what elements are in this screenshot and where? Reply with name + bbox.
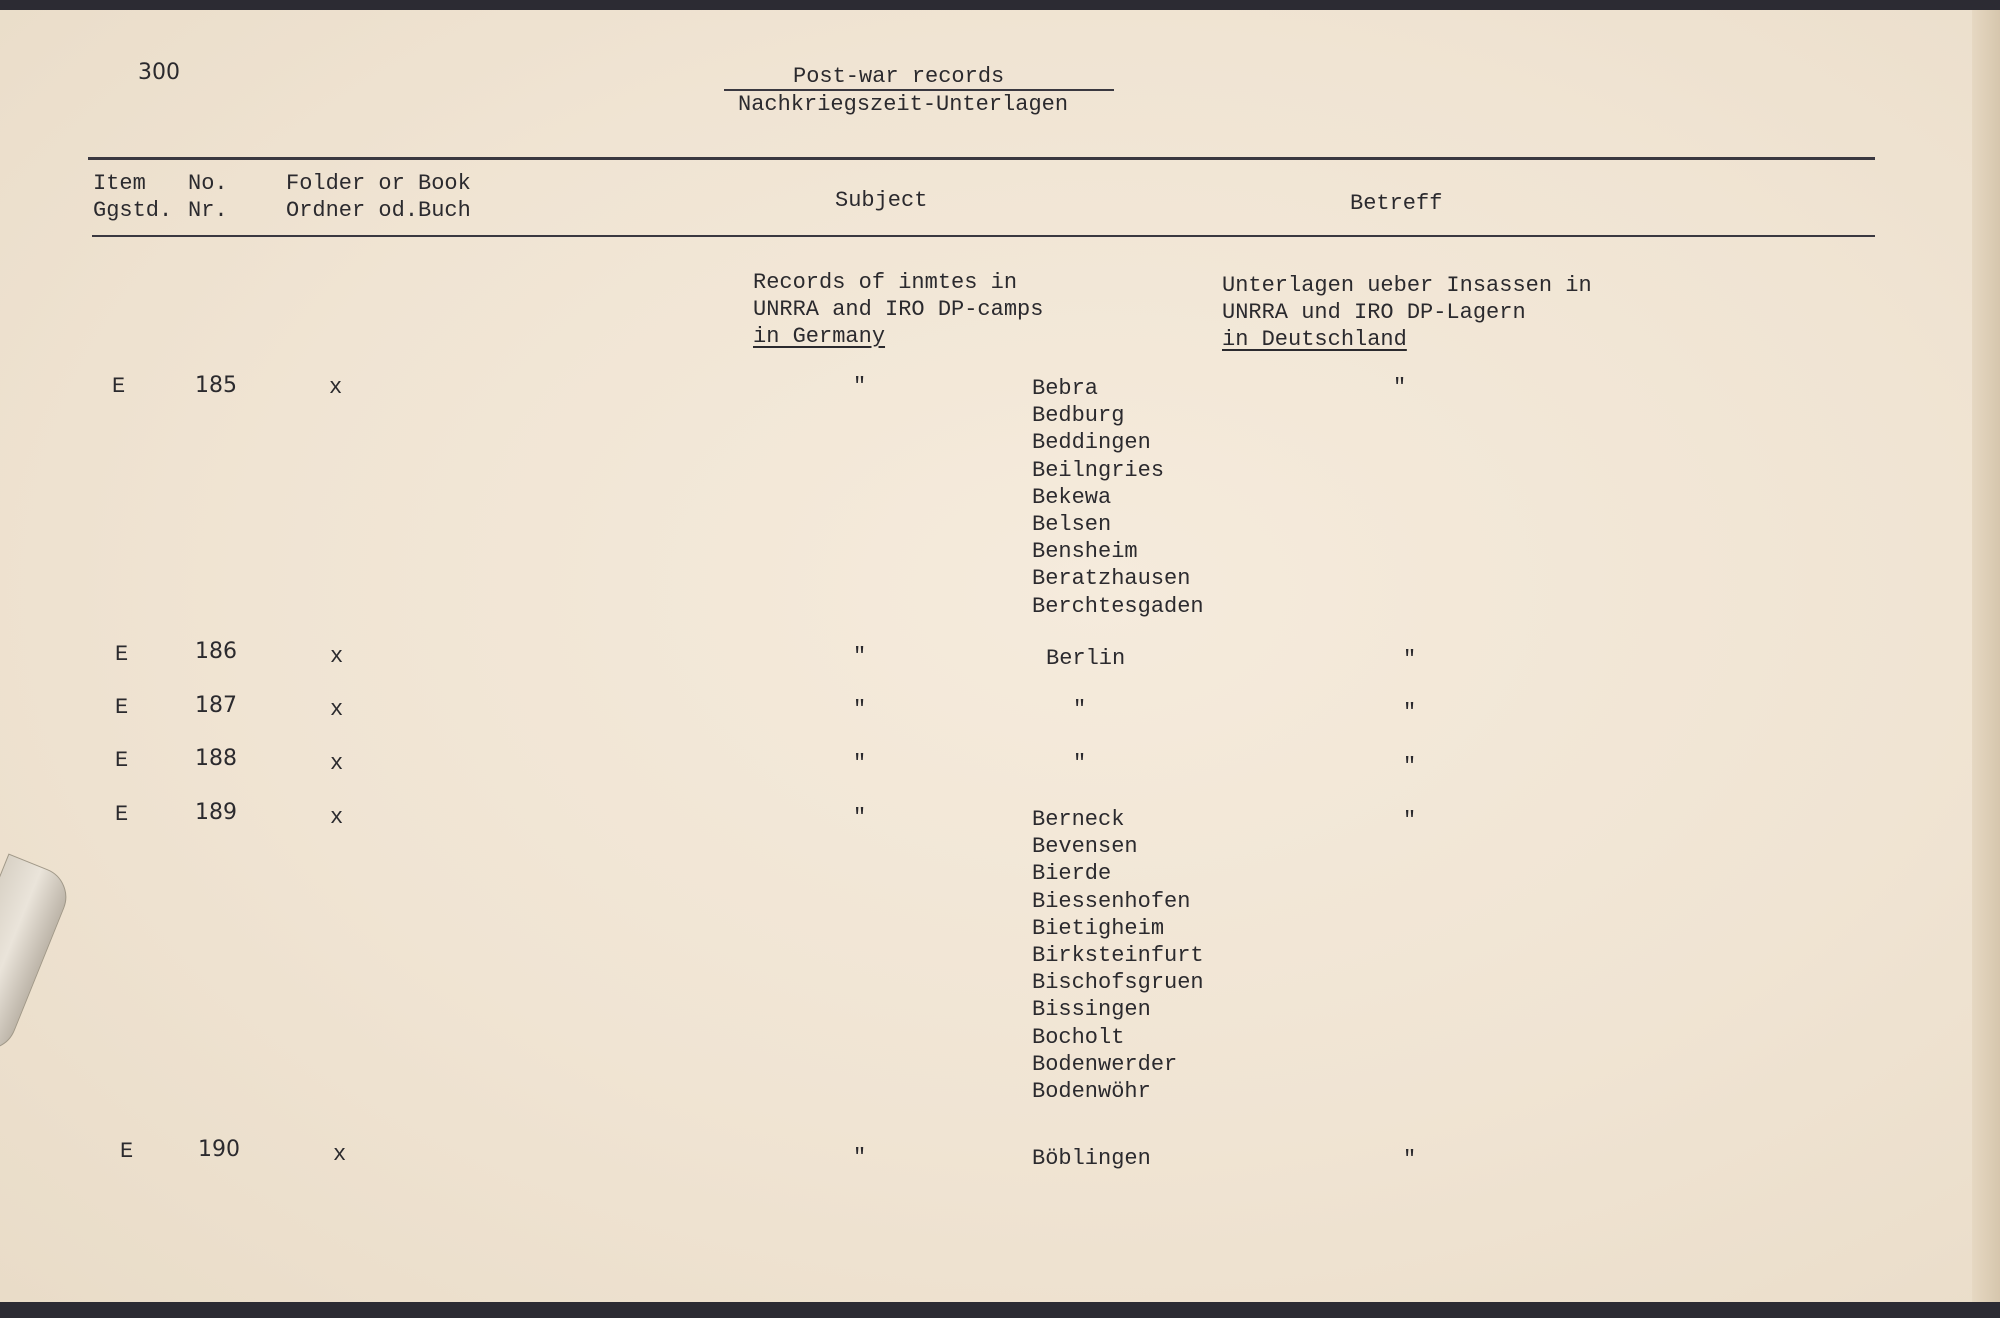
row-betreff: " (1403, 754, 1417, 779)
intro-subject-line-1: Records of inmtes in (753, 270, 1018, 295)
row-places: Berlin (1046, 646, 1126, 671)
intro-subject-line-3: in Germany (753, 324, 886, 349)
title-english: Post-war records (793, 64, 1005, 89)
row-places: " (1073, 751, 1087, 776)
row-folder: x (330, 644, 344, 669)
row-subject: " (853, 805, 867, 830)
row-places: Berneck Bevensen Bierde Biessenhofen Bietigheim Birksteinfurt Bischofsgruen Bissingen Bocholt Bodenwerder Bodenwöhr (1032, 807, 1204, 1105)
intro-subject-line-2: UNRRA and IRO DP-camps (753, 297, 1044, 322)
row-folder: x (330, 751, 344, 776)
row-number: 186 (195, 639, 237, 664)
row-betreff: " (1403, 808, 1417, 833)
header-no-en: No. (188, 171, 228, 196)
row-places: Bebra Bedburg Beddingen Beilngries Bekewa Belsen Bensheim Beratzhausen Berchtesgaden (1032, 376, 1204, 619)
row-item: E (115, 642, 129, 667)
row-number: 188 (195, 746, 237, 771)
header-betreff: Betreff (1350, 191, 1443, 216)
header-subject: Subject (835, 188, 928, 213)
row-folder: x (329, 375, 343, 400)
document-page (0, 10, 2000, 1302)
row-item: E (112, 374, 126, 399)
row-subject: " (853, 751, 867, 776)
row-places: " (1073, 697, 1087, 722)
row-item: E (115, 695, 129, 720)
row-subject: " (853, 374, 867, 399)
row-betreff: " (1393, 375, 1407, 400)
page-right-edge (1972, 10, 2000, 1302)
row-item: E (120, 1139, 134, 1164)
title-german: Nachkriegszeit-Unterlagen (738, 92, 1069, 117)
row-number: 190 (198, 1137, 240, 1162)
row-places: Böblingen (1032, 1146, 1151, 1171)
header-item-de: Ggstd. (93, 198, 173, 223)
intro-betreff-line-1: Unterlagen ueber Insassen in (1222, 273, 1592, 298)
row-number: 187 (195, 693, 237, 718)
bottom-band (0, 1302, 2000, 1318)
row-subject: " (853, 644, 867, 669)
header-item-en: Item (93, 171, 146, 196)
header-folder-en: Folder or Book (286, 171, 471, 196)
row-betreff: " (1403, 700, 1417, 725)
intro-betreff-line-3: in Deutschland (1222, 327, 1407, 352)
page-number: 300 (138, 60, 180, 85)
header-no-de: Nr. (188, 198, 228, 223)
row-number: 189 (195, 800, 237, 825)
header-top-rule (88, 157, 1875, 160)
row-item: E (115, 748, 129, 773)
header-folder-de: Ordner od.Buch (286, 198, 471, 223)
top-band (0, 0, 2000, 10)
row-betreff: " (1403, 1147, 1417, 1172)
row-folder: x (333, 1142, 347, 1167)
row-folder: x (330, 805, 344, 830)
row-number: 185 (195, 373, 237, 398)
row-subject: " (853, 697, 867, 722)
row-subject: " (853, 1145, 867, 1170)
row-folder: x (330, 697, 344, 722)
row-item: E (115, 802, 129, 827)
intro-betreff-line-2: UNRRA und IRO DP-Lagern (1222, 300, 1526, 325)
header-bottom-rule (92, 235, 1875, 237)
row-betreff: " (1403, 647, 1417, 672)
